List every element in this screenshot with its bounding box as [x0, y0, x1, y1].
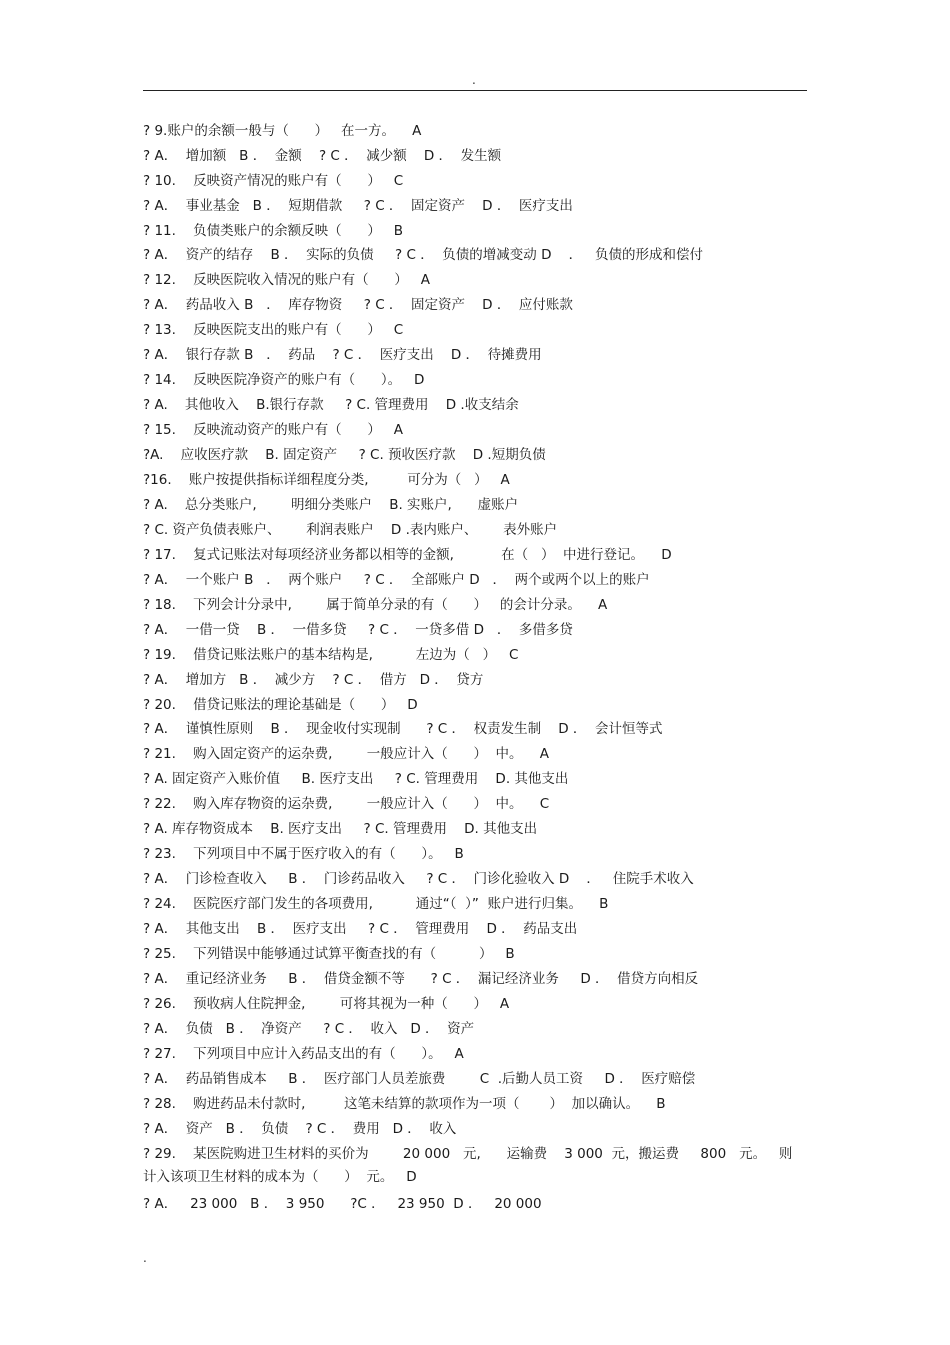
text-line: ? A． 资产 B ． 负债 ? C ． 费用 D ． 收入: [143, 1121, 457, 1137]
text-line: ? 15. 反映流动资产的账户有（ ） A: [143, 422, 403, 438]
text-line: ? A． 增加额 B ． 金额 ? C ． 减少额 D ． 发生额: [143, 148, 502, 164]
text-line: ? A． 负债 B ． 净资产 ? C ． 收入 D ． 资产: [143, 1021, 475, 1037]
text-line: ? A. 总分类账户, 明细分类账户 B. 实账户, 虚账户: [143, 497, 519, 513]
text-line: ? A． 其他支出 B ． 医疗支出 ? C ． 管理费用 D ． 药品支出: [143, 921, 578, 937]
text-line: ? A． 谨慎性原则 B ． 现金收付实现制 ? C ． 权责发生制 D ． 会计恒等式: [143, 721, 663, 737]
text-line: ? 12. 反映医院收入情况的账户有（ ） A: [143, 272, 430, 288]
text-line: ? 10. 反映资产情况的账户有（ ） C: [143, 173, 404, 189]
text-line: ? C. 资产负债表账户、 利润表账户 D .表内账户、 表外账户: [143, 522, 558, 538]
text-line: ?16. 账户按提供指标详细程度分类, 可分为（ ） A: [143, 472, 510, 488]
text-line: ? A． 银行存款 B ． 药品 ? C ． 医疗支出 D ． 待摊费用: [143, 347, 542, 363]
text-line: ? A． 增加方 B ． 减少方 ? C ． 借方 D ． 贷方: [143, 672, 484, 688]
text-line: ? 17. 复式记账法对每项经济业务都以相等的金额, 在（ ） 中进行登记。 D: [143, 547, 672, 563]
text-line: ? 27. 下列项目中应计入药品支出的有（ ）。 A: [143, 1046, 464, 1062]
text-line: ? 9.账户的余额一般与（ ） 在一方。 A: [143, 123, 422, 139]
text-line: 计入该项卫生材料的成本为（ ） 元。 D: [143, 1169, 417, 1185]
text-line: ? 21. 购入固定资产的运杂费, 一般应计入（ ） 中。 A: [143, 746, 549, 762]
text-line: ? A. 其他收入 B.银行存款 ? C. 管理费用 D .收支结余: [143, 397, 519, 413]
text-line: ? A． 重记经济业务 B ． 借贷金额不等 ? C ． 漏记经济业务 D ． 借贷方向相反: [143, 971, 699, 987]
footer-mark: .: [143, 1251, 147, 1265]
text-line: ? 26. 预收病人住院押金, 可将其视为一种（ ） A: [143, 996, 510, 1012]
text-line: ? A． 23 000 B ． 3 950 ?C ． 23 950 D ． 20 000: [143, 1196, 542, 1212]
text-line: ? A． 一借一贷 B ． 一借多贷 ? C ． 一贷多借 D ． 多借多贷: [143, 622, 573, 638]
text-line: ? A． 事业基金 B ． 短期借款 ? C ． 固定资产 D ． 医疗支出: [143, 198, 573, 214]
text-line: ? A. 固定资产入账价值 B. 医疗支出 ? C. 管理费用 D. 其他支出: [143, 771, 569, 787]
text-line: ? 13. 反映医院支出的账户有（ ） C: [143, 322, 404, 338]
text-line: ? 22. 购入库存物资的运杂费, 一般应计入（ ） 中。 C: [143, 796, 550, 812]
text-line: ? A． 一个账户 B ． 两个账户 ? C ． 全部账户 D ． 两个或两个以上的账户: [143, 572, 650, 588]
text-line: ? A． 药品收入 B ． 库存物资 ? C ． 固定资产 D ． 应付账款: [143, 297, 573, 313]
text-line: ?A. 应收医疗款 B. 固定资产 ? C. 预收医疗款 D .短期负债: [143, 447, 546, 463]
header-mark: .: [472, 73, 476, 87]
text-line: ? 28. 购进药品未付款时, 这笔未结算的款项作为一项（ ） 加以确认。 B: [143, 1096, 666, 1112]
text-line: ? A． 资产的结存 B ． 实际的负债 ? C ． 负债的增减变动 D ． 负债的形成和偿付: [143, 247, 704, 263]
text-line: ? 18. 下列会计分录中, 属于简单分录的有（ ） 的会计分录。 A: [143, 597, 608, 613]
text-line: ? 14. 反映医院净资产的账户有（ ）。 D: [143, 372, 425, 388]
text-line: ? 24. 医院医疗部门发生的各项费用, 通过“（ ）” 账户进行归集。 B: [143, 896, 609, 912]
text-line: ? A． 药品销售成本 B ． 医疗部门人员差旅费 C .后勤人员工资 D ． 医疗赔偿: [143, 1071, 696, 1087]
text-line: ? 29. 某医院购进卫生材料的买价为 20 000 元, 运输费 3 000 元，搬运费 800 元。 则: [143, 1146, 793, 1162]
text-line: ? 19. 借贷记账法账户的基本结构是, 左边为（ ） C: [143, 647, 519, 663]
text-line: ? A. 库存物资成本 B. 医疗支出 ? C. 管理费用 D. 其他支出: [143, 821, 538, 837]
text-line: ? 20. 借贷记账法的理论基础是（ ） D: [143, 697, 418, 713]
text-line: ? 11. 负债类账户的余额反映（ ） B: [143, 223, 403, 239]
text-line: ? A． 门诊检查收入 B ． 门诊药品收入 ? C ． 门诊化验收入 D ． 住院手术收入: [143, 871, 694, 887]
text-line: ? 25. 下列错误中能够通过试算平衡查找的有（ ） B: [143, 946, 515, 962]
header-rule: [143, 90, 807, 91]
text-line: ? 23. 下列项目中不属于医疗收入的有（ ）。 B: [143, 846, 464, 862]
